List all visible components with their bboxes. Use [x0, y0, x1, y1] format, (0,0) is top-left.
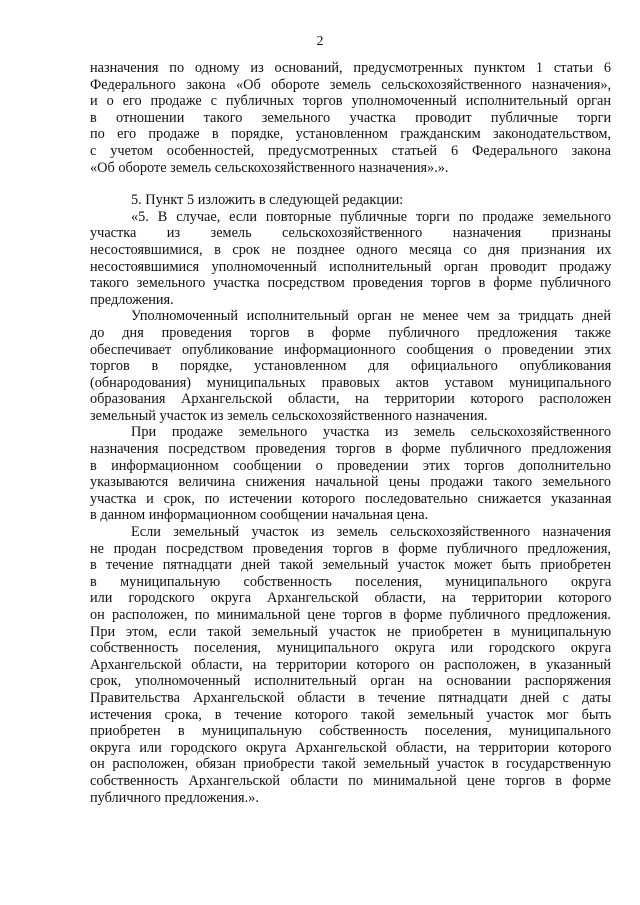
text-line: предложения.	[90, 291, 174, 308]
paragraph-4	[90, 308, 611, 424]
text-line: собственность Архангельской области по минимальной цене торгов в форме	[90, 772, 611, 789]
text-line: по его продаже в порядке, установленном гражданским законодательством,	[90, 126, 611, 143]
text-line: участка из земель сельскохозяйственного назначения признаны	[90, 225, 611, 242]
text-line: округа или городского округа Архангельской области, на территории которого	[90, 739, 612, 756]
text-line: в информационном сообщении о проведении этих торгов дополнительно	[90, 457, 611, 474]
text-line: он расположен, по минимальной цене торгов в форме публичного предложения.	[90, 607, 611, 623]
text-line: указываются величина снижения начальной цены продажи такого земельного	[90, 474, 611, 491]
text-line: «Об обороте земель сельскохозяйственного назначения».».	[90, 159, 449, 176]
text-line: назначения посредством проведения торгов в форме публичного предложения	[90, 441, 612, 458]
text-line: Архангельской области, на территории которого он расположен, в указанный	[90, 656, 611, 673]
text-line: Если земельный участок из земель сельскохозяйственного назначения	[131, 524, 611, 541]
text-line: публичного предложения.».	[90, 789, 259, 806]
text-line: в отношении такого земельного участка проводит публичные торги	[90, 109, 612, 126]
text-line: участка и срок, по истечении которого последовательно снижается указанная	[90, 490, 612, 507]
text-line: несостоявшимися, в срок не позднее одного месяца со дня признания их	[90, 241, 612, 258]
text-line: образования Архангельской области, на территории которого расположен	[90, 391, 612, 408]
text-line: он расположен, обязан приобрести такой земельный участок в государственную	[90, 756, 611, 773]
paragraph-6	[90, 524, 611, 806]
text-line: Уполномоченный исполнительный орган не менее чем за тридцать дней	[131, 308, 611, 325]
text-line: срок, уполномоченный исполнительный орган на основании распоряжения	[90, 673, 612, 690]
paragraph-3	[90, 209, 611, 309]
text-line: собственность поселения, муниципального округа или городского округа	[90, 640, 612, 657]
text-line: такого земельного участка посредством проведения торгов в форме публичного	[90, 275, 612, 292]
page-number: 2	[316, 34, 324, 49]
text-line: приобретен в муниципальную собственность поселения, муниципального	[90, 723, 611, 740]
paragraph-1	[90, 60, 611, 176]
text-line: истечения срока, в течение которого такой земельный участок мог быть	[90, 706, 612, 723]
text-line: При продаже земельного участка из земель сельскохозяйственного	[131, 424, 611, 441]
text-line: (обнародования) муниципальных правовых актов уставом муниципального	[90, 374, 612, 391]
text-line: обеспечивает опубликование информационного сообщения о проведении этих	[90, 341, 612, 358]
text-line: не продан посредством проведения торгов в форме публичного предложения,	[90, 540, 611, 557]
text-line: При этом, если такой земельный участок не приобретен в муниципальную	[90, 623, 612, 640]
text-line: несостоявшимися уполномоченный исполнительный орган проводит продажу	[90, 258, 612, 275]
paragraph-5	[90, 424, 611, 524]
text-line: земельный участок из земель сельскохозяйственного назначения.	[90, 407, 488, 424]
text-line: 5. Пункт 5 изложить в следующей редакции:	[131, 192, 404, 209]
text-line: «5. В случае, если повторные публичные торги по продаже земельного	[131, 208, 611, 225]
text-line: Правительства Архангельской области в течение пятнадцати дней с даты	[90, 689, 611, 706]
document-body	[90, 60, 611, 806]
text-line: в муниципальную собственность поселения, муниципального округа	[90, 573, 612, 590]
text-line: или городского округа Архангельской области, на территории которого	[90, 590, 612, 607]
text-line: Федерального закона «Об обороте земель сельскохозяйственного назначения»,	[90, 76, 612, 93]
text-line: в данном информационном сообщении начальная цена.	[90, 507, 429, 524]
text-line: в течение пятнадцати дней такой земельный участок может быть приобретен	[90, 557, 611, 574]
text-line: до дня проведения торгов в форме публичного предложения также	[90, 324, 611, 341]
paragraph-2	[90, 192, 611, 209]
text-line: с учетом особенностей, предусмотренных статьей 6 Федерального закона	[90, 142, 611, 159]
text-line: и о его продаже с публичных торгов уполномоченный исполнительный орган	[90, 93, 611, 110]
text-line: назначения по одному из оснований, предусмотренных пунктом 1 статьи 6	[90, 60, 611, 76]
text-line: торгов в порядке, установленном для официального опубликования	[90, 358, 612, 375]
